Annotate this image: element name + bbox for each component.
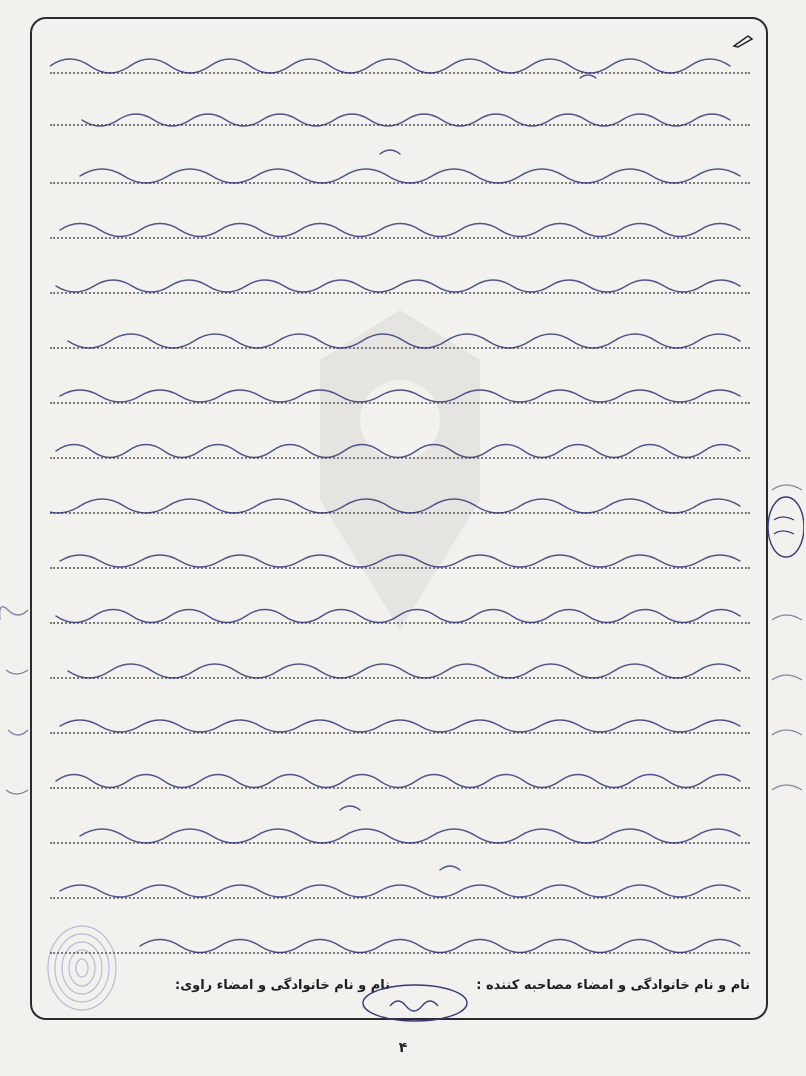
left-margin-scribble [0,590,30,820]
narrator-signature-label: نام و نام خانوادگی و امضاء راوی: [175,978,390,993]
handwriting-strokes [50,30,750,970]
handwritten-signature [360,980,470,1026]
interviewer-signature-label: نام و نام خانوادگی و امضاء مصاحبه کننده : [476,978,750,993]
circled-margin-note [762,492,804,562]
page-number: ۴ [398,1040,408,1056]
